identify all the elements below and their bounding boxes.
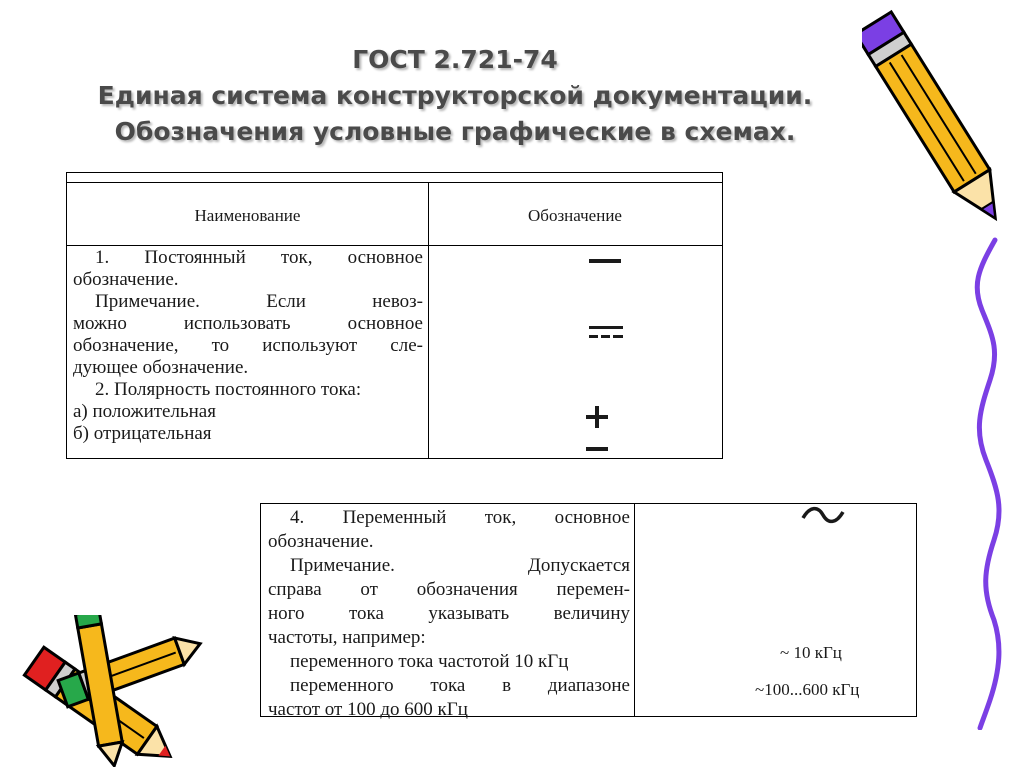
negative-polarity-symbol: [582, 442, 612, 456]
row-line: дующее обозначение.: [73, 357, 249, 378]
row-line: частот от 100 до 600 кГц: [268, 699, 468, 720]
row-line: б) отрицательная: [73, 423, 212, 444]
row-line: переменного тока в диапазоне: [290, 675, 630, 696]
frequency-range-example: ~100...600 кГц: [755, 680, 860, 699]
table2-text: [268, 506, 630, 722]
row-line: обозначение.: [268, 531, 374, 552]
row-line: 2. Полярность постоянного тока:: [95, 379, 362, 400]
column-divider: [634, 504, 635, 716]
header-divider: [67, 245, 722, 246]
table-top-rule: [67, 182, 722, 183]
positive-polarity-symbol: [582, 402, 612, 432]
table-direct-current: [66, 172, 723, 459]
row-line: обозначение, то используют сле-: [73, 335, 423, 356]
pencil-icon: [862, 2, 1007, 242]
row-line: обозначение.: [73, 269, 179, 290]
crossed-pencils-icon: [0, 615, 210, 767]
row-line: частоты, например:: [268, 627, 426, 648]
table1-text: [73, 247, 423, 445]
alternating-current-symbol: [800, 504, 846, 526]
direct-current-alt-symbol: [585, 320, 627, 344]
row-line: ного тока указывать величину: [268, 603, 630, 624]
direct-current-symbol: [585, 250, 625, 270]
header-name: Наименование: [194, 206, 301, 225]
row-line: переменного тока частотой 10 кГц: [290, 651, 569, 672]
row-line: 1. Постоянный ток, основное: [95, 247, 423, 268]
wavy-line-decoration: [960, 230, 1010, 730]
row-line: а) положительная: [73, 401, 216, 422]
title-line-3: Обозначения условные графические в схемах.: [114, 117, 796, 146]
frequency-10-example: ~ 10 кГц: [780, 643, 842, 662]
row-line: 4. Переменный ток, основное: [290, 507, 630, 528]
slide-title: [0, 42, 910, 150]
note-line: Примечание. Допускается: [290, 555, 630, 576]
title-line-2: Единая система конструкторской документации.: [97, 81, 813, 110]
header-symbol: Обозначение: [528, 206, 622, 225]
row-line: можно использовать основное: [73, 313, 423, 334]
title-line-1: ГОСТ 2.721-74: [352, 45, 558, 74]
row-line: справа от обозначения перемен-: [268, 579, 630, 600]
note-line: Примечание. Если невоз-: [95, 291, 423, 312]
